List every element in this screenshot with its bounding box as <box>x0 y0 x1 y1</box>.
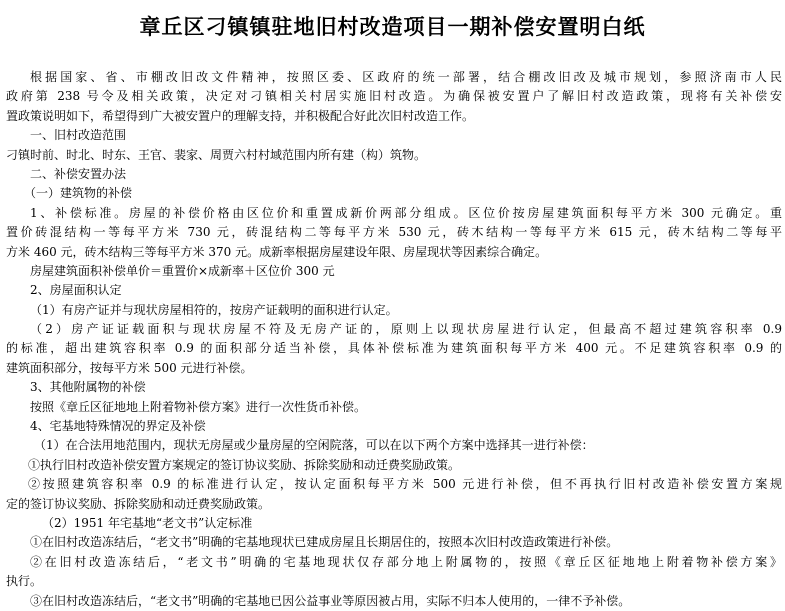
paragraph-line: 刁镇时前、时北、时东、王官、裴家、周贾六村村域范围内所有建（构）筑物。 <box>6 147 427 162</box>
section-heading: 一、旧村改造范围 <box>30 128 127 143</box>
list-item: ①执行旧村改造补偿安置方案规定的签订协议奖励、拆除奖励和动迁费奖励政策。 <box>28 457 461 472</box>
document-title: 章丘区刁镇镇驻地旧村改造项目一期补偿安置明白纸 <box>139 15 646 39</box>
list-item: ②在旧村改造冻结后，“老文书”明确的宅基地现状仅存部分地上附属物的，按照《章丘区征地地上附着物补偿方案》 <box>30 554 782 569</box>
paragraph-line: 建筑面积部分，按每平方米 500 元进行补偿。 <box>6 360 253 375</box>
subsection-heading: （一）建筑物的补偿 <box>24 186 133 201</box>
list-item: ①在旧村改造冻结后，“老文书”明确的宅基地现状已建成房屋且长期居住的，按照本次旧村改造政策进行补偿。 <box>30 535 619 550</box>
section-heading: 2、房屋面积认定 <box>30 283 122 298</box>
paragraph-line: 的标准，超出建筑容积率 0.9 的面积部分适当补偿，具体补偿标准为建筑面积每平方米 400 元。不足建筑容积率 0.9 的 <box>6 341 782 356</box>
paragraph-line: 根据国家、省、市棚改旧改文件精神，按照区委、区政府的统一部署，结合棚改旧改及城市规划，参照济南市人民 <box>30 70 782 84</box>
paragraph-line: 定的签订协议奖励、拆除奖励和动迁费奖励政策。 <box>6 496 271 511</box>
section-heading: 4、宅基地特殊情况的界定及补偿 <box>30 419 206 434</box>
document-body <box>6 68 782 611</box>
section-heading: 3、其他附属物的补偿 <box>30 380 146 395</box>
list-item: ③在旧村改造冻结后，“老文书”明确的宅基地已因公益事业等原因被占用，实际不归本人使用的，一律不予补偿。 <box>30 593 631 608</box>
paragraph-line: 方米 460 元，砖木结构三等每平方米 370 元。成新率根据房屋建设年限、房屋现状等因素综合确定。 <box>6 244 548 259</box>
paragraph-line: （1）在合法用地范围内，现状无房屋或少量房屋的空闲院落，可以在以下两个方案中选择其一进行补偿： <box>34 438 594 453</box>
paragraph-line: 政府第 238 号令及相关政策，决定对刁镇相关村居实施旧村改造。为确保被安置户了解旧村改造政策，现将有关补偿安 <box>6 89 782 104</box>
formula-line: 房屋建筑面积补偿单价＝重置价×成新率＋区位价 300 元 <box>30 263 335 278</box>
paragraph-line: （2）房产证证载面积与现状房屋不符及无房产证的，原则上以现状房屋进行认定，但最高不超过建筑容积率 0.9 <box>30 322 782 337</box>
list-item: ②按照建筑容积率 0.9 的标准进行认定，按认定面积每平方米 500 元进行补偿，但不再执行旧村改造补偿安置方案规 <box>28 477 782 492</box>
paragraph-line: 置价砖混结构一等每平方米 730 元，砖混结构二等每平方米 530 元，砖木结构一等每平方米 615 元，砖木结构二等每平 <box>6 225 782 240</box>
paragraph-line: 执行。 <box>6 574 43 589</box>
section-heading: 二、补偿安置办法 <box>30 166 127 181</box>
paragraph-line: （1）有房产证并与现状房屋相符的，按房产证载明的面积进行认定。 <box>30 302 398 317</box>
paragraph-line: 按照《章丘区征地地上附着物补偿方案》进行一次性货币补偿。 <box>30 399 367 414</box>
paragraph-line: 置政策说明如下，希望得到广大被安置户的理解支持，并积极配合好此次旧村改造工作。 <box>6 108 475 123</box>
paragraph-line: 1、补偿标准。房屋的补偿价格由区位价和重置成新价两部分组成。区位价按房屋建筑面积每平方米 300 元确定。重 <box>30 205 782 220</box>
subsection-heading: （2）1951 年宅基地“老文书”认定标准 <box>42 515 253 530</box>
